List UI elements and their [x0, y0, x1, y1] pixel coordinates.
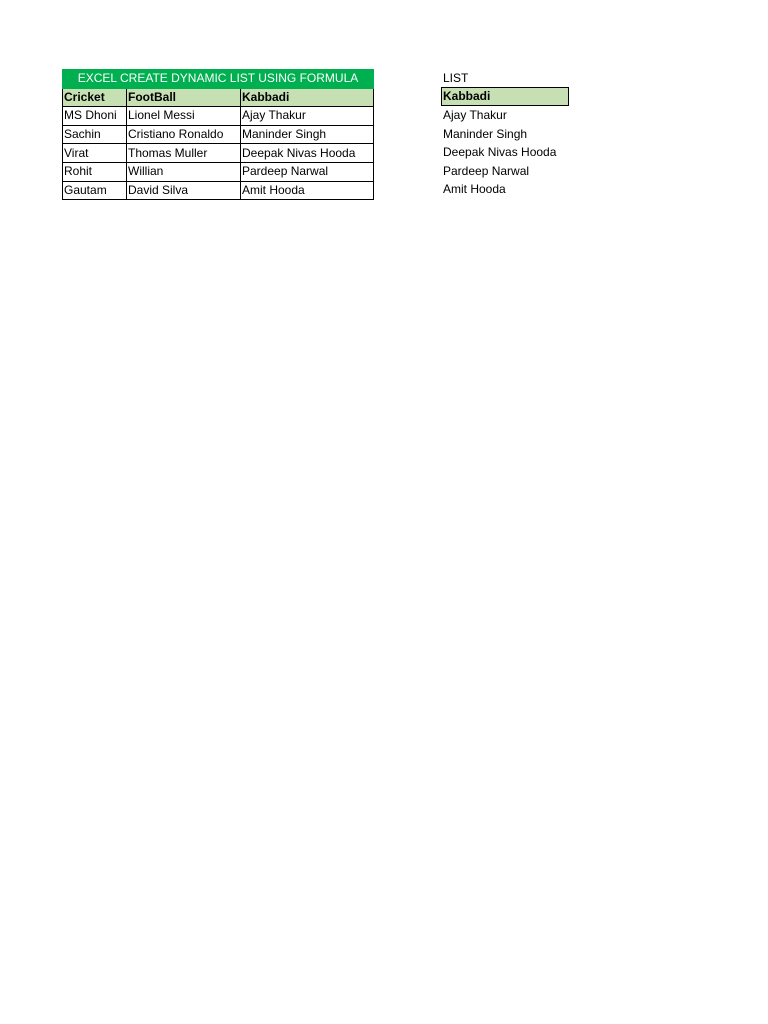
list-item[interactable]: Pardeep Narwal [443, 163, 530, 178]
table-title-row [63, 70, 374, 89]
table-header-row [63, 88, 374, 107]
header-football[interactable]: FootBall [127, 88, 241, 107]
table-cell[interactable]: Sachin [63, 125, 127, 144]
header-kabbadi[interactable]: Kabbadi [241, 88, 374, 107]
list-item[interactable]: Amit Hooda [443, 182, 506, 196]
table-row [63, 162, 374, 181]
table-cell[interactable]: Virat [63, 144, 127, 163]
table-cell[interactable]: Amit Hooda [241, 181, 374, 200]
table-row [63, 181, 374, 200]
table-row [63, 107, 374, 126]
table-cell[interactable]: Cristiano Ronaldo [127, 125, 241, 144]
list-selected-cell[interactable]: Kabbadi [441, 87, 569, 106]
source-data-table [62, 69, 374, 200]
table-cell[interactable]: Willian [127, 162, 241, 181]
table-cell[interactable]: Lionel Messi [127, 107, 241, 126]
dynamic-list [441, 69, 569, 199]
list-item[interactable]: Deepak Nivas Hooda [443, 145, 557, 159]
table-row [63, 125, 374, 144]
table-cell[interactable]: MS Dhoni [63, 107, 127, 126]
header-cricket[interactable]: Cricket [63, 88, 127, 107]
table-title[interactable]: EXCEL CREATE DYNAMIC LIST USING FORMULA [63, 70, 374, 89]
list-title[interactable]: LIST [443, 71, 469, 85]
list-item[interactable]: Maninder Singh [443, 126, 528, 141]
table-cell[interactable]: Thomas Muller [127, 144, 241, 163]
table-cell[interactable]: Deepak Nivas Hooda [241, 144, 374, 163]
table-cell[interactable]: Pardeep Narwal [241, 162, 374, 181]
table-cell[interactable]: Maninder Singh [241, 125, 374, 144]
table-cell[interactable]: David Silva [127, 181, 241, 200]
table-cell[interactable]: Ajay Thakur [241, 107, 374, 126]
table-cell[interactable]: Rohit [63, 162, 127, 181]
table-row [63, 144, 374, 163]
table-cell[interactable]: Gautam [63, 181, 127, 200]
list-item[interactable]: Ajay Thakur [443, 108, 507, 122]
